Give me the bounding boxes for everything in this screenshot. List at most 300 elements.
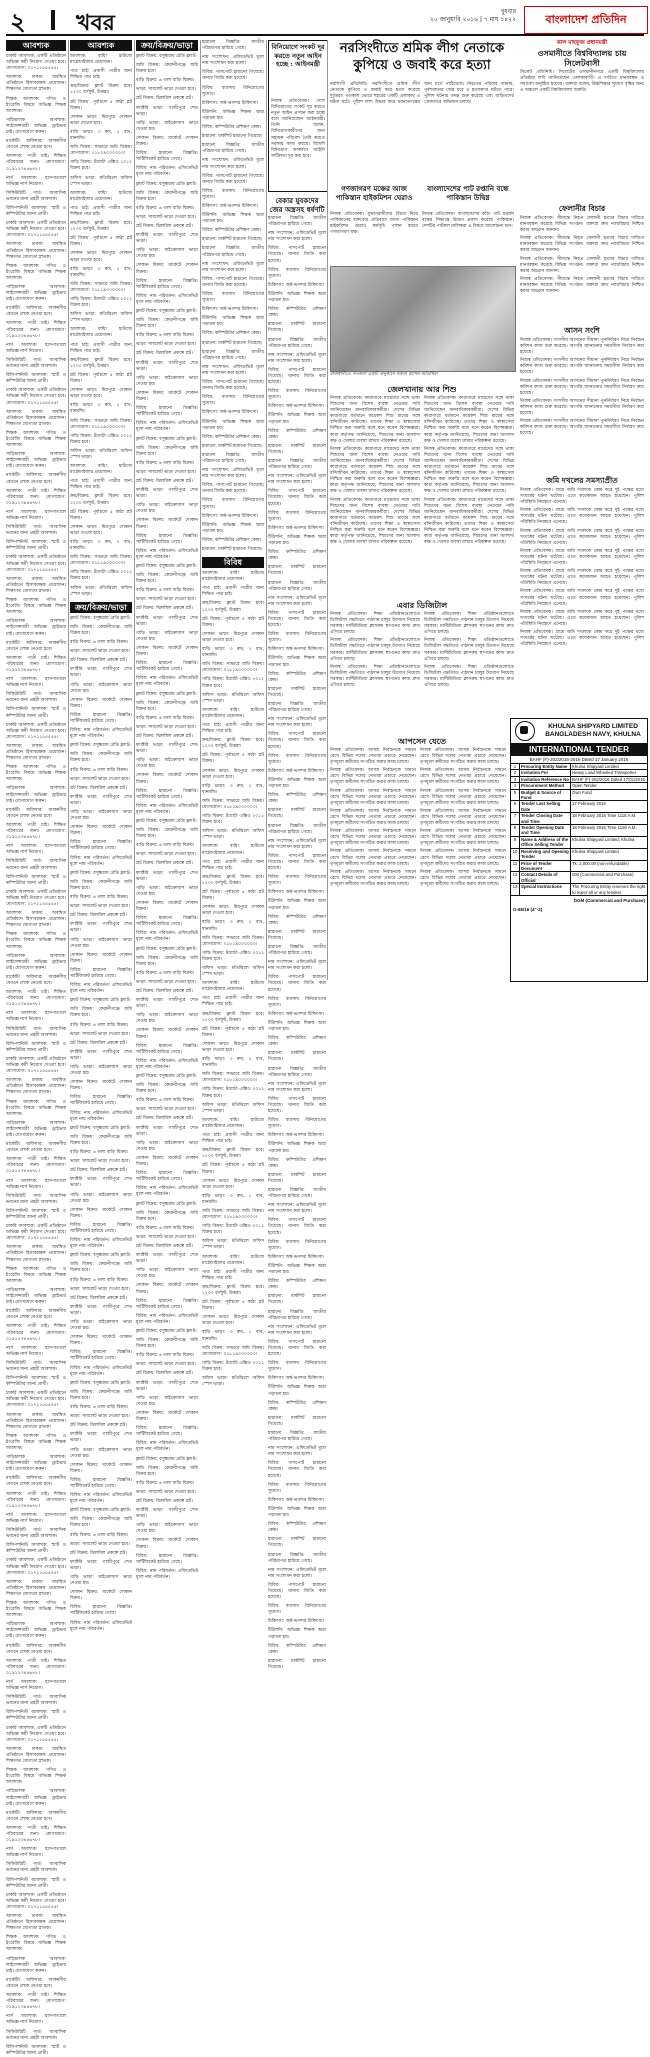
classified-ad: পাত্র চাই: প্রবাসী পাত্রীর জন্য শিক্ষিত পাত্র চাই। [70,479,132,491]
article-headline: আপসেন যেতে [398,736,446,746]
classified-ad: বাড়ি বিক্রয়: ৬ তলা বাড়ি বিক্রয়। [136,1225,195,1231]
classified-ad: অফিস ভাড়া: মতিঝিলে অফিস স্পেস ভাড়া। [202,965,264,978]
classified-ad: নাম সংশোধন: এফিডেভিট মূলে নাম সংশোধন করা হলো। [268,474,326,486]
article-paragraph: নিজস্ব প্রতিবেদক। শিক্ষা প্রতিষ্ঠানগুলোতে ডিজিটাল পদ্ধতিতে পাঠদান চালুর উদ্যোগ নিয়েছে সরকার। মাল্টিমিডিয়া ক্লাসরুম স্থাপনের কাজ দ্রুত এগিয়ে চলছে। [424,664,514,689]
article-paragraph: নিজস্ব প্রতিবেদক। আসন্ন নির্বাচনকে সামনে রেখে বিভিন্ন দলের নেতারা প্রচারে নেমেছেন। তৃণমূলে কর্মীদের সংগঠিত করার কাজ চলছে। [330,788,416,806]
classified-ad: বিবিধ: ব্যবসায় বিনিয়োগের সুযোগ। [268,510,326,522]
classified-ad: হারানো বিজ্ঞপ্তি: জাতীয় পরিচয়পত্র হারিয়ে গেছে। [202,349,264,361]
classified-ad: ক্রয়/বিক্রয়: ফ্ল্যাট বিক্রয় হবে। ১২০০ বর্গফুট, উত্তরা। [70,221,132,233]
classified-ad: ভাড়া: সাবলেট ভাড়া দেওয়া হবে। [136,1234,196,1240]
classified-ad: ফ্ল্যাট বিক্রয়: বসুন্ধরায় রেডি ফ্ল্যাট। [70,743,131,749]
classified-ad: জমি বিক্রয়: সাভারে জমি বিক্রয়। যোগাযোগ: ০১৮১৯০০০০০০। [202,935,264,947]
classified-ad: ফ্যাক্টরি ভাড়া: গাজীপুরে শেড ভাড়া। [70,1049,132,1061]
classified-ad: হারানো: মার্কশিট হারানো গিয়েছে। [268,1537,326,1549]
article-headline: ওসমানীতে বিশ্ববিদ্যালয় চায় সিলেটবাসী [537,48,627,68]
classified-ad: অফিস ভাড়া: মতিঝিলে অফিস স্পেস ভাড়া। [202,829,264,841]
tender-header [511,719,647,744]
classified-ad: আবশ্যক: বায়িং হাউজে মার্চেন্ডাইজার প্রয়োজন। [202,707,264,719]
classified-ad: নাম সংশোধন: এফিডেভিট মূলে নাম সংশোধন করা হলো। [268,1203,326,1215]
classified-ad: গাড়িচালক আবশ্যক: লাইসেন্সধারী অভিজ্ঞ ড্রাইভার চাই। যোগাযোগ করুন। [6,1455,66,1473]
classified-ad: জমি বিক্রয়: কেরানীগঞ্জে জমি বিক্রয় হবে। [136,1083,198,1095]
classified-ad: সিকিউরিটি গার্ড: আবাসিক ভবনের জন্য প্রহরী আবশ্যক। [6,357,66,370]
classified-ad: গাড়ি ভাড়া: মাইক্রোবাস ভাড়া দেওয়া হয়। [136,885,198,897]
classified-ad: গাড়িচালক আবশ্যক: লাইসেন্সধারী অভিজ্ঞ ড্রাইভার চাই। যোগাযোগ করুন। [6,1789,66,1807]
classified-ad: শিক্ষক আবশ্যক: গণিত ও ইংরেজি বিষয়ে অভিজ্ঞ শিক্ষক আবশ্যক। [6,263,66,281]
classified-ad: চাকরি আবশ্যক: একটি প্রতিষ্ঠানে অভিজ্ঞ কর্মী নিয়োগ দেওয়া হবে। যোগাযোগ: ০১৭১১৫৫৫৫৫। [6,889,66,907]
classified-ad: বিবিধ: হারানো বিজ্ঞপ্তি। সার্টিফিকেট হারিয়ে গেছে। [136,1043,198,1055]
classified-ad: হারানো: মার্কশিট হারানো গিয়েছে। [202,547,263,552]
classified-ad: মার্কেটিং অফিসার: আকর্ষণীয় বেতনে লোক নেওয়া হবে। [6,1643,66,1655]
brand-logo: বাংলাদেশ প্রতিদিন [524,6,648,34]
article-paragraph: নিজস্ব প্রতিবেদক। আসন্ন নির্বাচনকে সামনে রেখে বিভিন্ন দলের নেতারা প্রচারে নেমেছেন। তৃণমূলে কর্মীদের সংগঠিত করার কাজ চলছে। [330,849,416,867]
classified-ad: বিবিধ: কম্পিউটার প্রশিক্ষণ কেন্দ্র। [268,428,326,440]
classified-ad: ক্রয়/বিক্রয়: ফ্ল্যাট বিক্রয় হবে। ১২০০ বর্গফুট, উত্তরা। [202,1284,264,1296]
tender-cell-label: Budget & Source of Fund [520,790,571,801]
classified-ad: বিবিধ: কম্পিউটার প্রশিক্ষণ কেন্দ্র। [202,537,262,543]
classified-ad: প্লট বিক্রয়: পূর্বাচলে ৫ কাঠা প্লট বিক্রয়। [202,1026,264,1038]
classified-ad: বাড়ি বিক্রয়: ৬ তলা বাড়ি বিক্রয়। [136,588,195,594]
tender-cell-label: Receiving and Opening Tender [520,849,571,860]
classified-ad: দোকান বিক্রয়: মার্কেটে দোকান বিক্রয়। [136,773,198,785]
classified-ad: হারানো বিজ্ঞপ্তি: জাতীয় পরিচয়পত্র হারিয়ে গেছে। [268,702,326,714]
column-header: ক্রয়/বিক্রয়/ভাড়া [70,602,132,613]
classified-ad: জমি বিক্রয়: কেরানীগঞ্জে জমি বিক্রয় হবে। [70,1134,132,1146]
article-headline: ফেলানীর বিচার [558,204,606,213]
classified-ad: বিবিধ: পাসপোর্ট হারানো গিয়েছে। থানায় জিডি করা হয়েছে। [268,489,326,507]
classified-ad: দোকান বিক্রয়: মার্কেটে দোকান বিক্রয়। [70,1590,132,1602]
classified-ad: হারানো বিজ্ঞপ্তি: জাতীয় পরিচয়পত্র হারিয়ে গেছে। [268,1066,326,1078]
column-divider [327,40,328,980]
classified-ad: বাড়ি ভাড়া: ৩ রুম, ২ বাথ, ধানমন্ডি। [70,129,132,142]
page-number: ২ [10,7,26,36]
classified-ad: টিউশনি: অভিজ্ঞ শিক্ষক দ্বারা পড়ানো হয়। [268,777,326,790]
article-paragraph: নিজস্ব প্রতিবেদক। আসন্ন নির্বাচনকে সামনে রেখে বিভিন্ন দলের নেতারা প্রচারে নেমেছেন। তৃণমূলে কর্মীদের সংগঠিত করার কাজ চলছে। [420,849,506,867]
classified-ad: গাড়ি বিক্রয়: টয়োটা এক্সিও ২০১২ বিক্রয় হবে। [70,433,132,445]
classified-ad: হারানো: মার্কশিট হারানো গিয়েছে। [268,443,326,455]
classified-ad: প্লট বিক্রয়: ঝিলমিল প্রকল্পে প্লট। [136,96,193,102]
day-label: বুধবার [500,8,516,15]
classified-ad: টিউশনি: অভিজ্ঞ শিক্ষক দ্বারা পড়ানো হয়। [268,1020,326,1033]
classified-ad: বিবিধ: পাসপোর্ট হারানো গিয়েছে। থানায় জিডি করা হয়েছে। [202,483,264,495]
classified-ad: ক্রয়/বিক্রয়: ফ্ল্যাট বিক্রয় হবে। ১২০০ বর্গফুট, উত্তরা। [70,494,132,506]
article-headline: জেলখানায় আর শিশু [387,384,457,394]
classified-ad: হারানো বিজ্ঞপ্তি: জাতীয় পরিচয়পত্র হারিয়ে গেছে। [268,945,326,957]
classified-ad: ফ্যাক্টরি ভাড়া: গাজীপুরে শেড ভাড়া। [136,1380,198,1392]
classified-ad: আবশ্যক: ঢাকায় অবস্থিত প্রতিষ্ঠানে হিসাবরক্ষক প্রয়োজন। শিক্ষাগত যোগ্যতা স্নাতক। [6,1579,66,1597]
classified-ad: বিবিধ: পাসপোর্ট হারানো গিয়েছে। থানায় জিডি করা হয়েছে। [268,975,326,993]
classified-ad: নাম সংশোধন: এফিডেভিট মূলে নাম সংশোধন করা হলো। [268,1567,326,1579]
classified-ad: টিউশনি: অভিজ্ঞ শিক্ষক দ্বারা পড়ানো হয়। [268,899,326,911]
classified-ad: প্লট বিক্রয়: ঝিলমিল প্রকল্পে প্লট। [136,606,193,612]
classified-ad: বিবিধ: হারানো বিজ্ঞপ্তি। সার্টিফিকেট হারিয়ে গেছে। [136,916,198,928]
tender-cell-value: GM (Commercial and Purchase) [572,872,634,878]
classified-ad: বিবিধ: কম্পিউটার প্রশিক্ষণ কেন্দ্র। [268,914,326,926]
classified-ad: আবশ্যক: পাত্রী চাই। শিক্ষিত পরিবারের জন্য। যোগাযোগ: ০১৯১২৩৪৫৬৭৮। [6,1157,66,1175]
tender-cell-label: Tender Closing Date and Time [520,813,571,824]
classified-ad: টিউশনি: অভিজ্ঞ শিক্ষক দ্বারা পড়ানো হয়। [268,291,326,304]
classified-ad: ফ্যাক্টরি ভাড়া: গাজীপুরে শেড ভাড়া। [70,794,132,806]
classified-ad: প্লট বিক্রয়: ঝিলমিল প্রকল্পে প্লট। [70,1295,127,1301]
classified-ad: বাড়ি ভাড়া: ৩ রুম, ২ বাথ, ধানমন্ডি। [202,783,264,795]
classified-ad: দোকান বিক্রয়: মার্কেটে দোকান বিক্রয়। [136,135,198,148]
classified-ad: হারানো: মার্কশিট হারানো গিয়েছে। [268,1051,326,1063]
article-paragraph: নিজস্ব প্রতিবেদক। আসন্ন নির্বাচনকে সামনে রেখে বিভিন্ন দলের নেতারা প্রচারে নেমেছেন। তৃণমূলে কর্মীদের সংগঠিত করার কাজ চলছে। [330,869,416,887]
classified-ad: মার্কেটিং অফিসার: আকর্ষণীয় বেতনে লোক নেওয়া হবে। [6,974,66,986]
classified-ad: চিকিৎসা: অর্শ্ব-ভগন্দর চিকিৎসা। [268,890,325,896]
tender-row [511,861,647,873]
classified-ad: বাড়ি বিক্রয়: ৬ তলা বাড়ি বিক্রয়। [70,895,129,901]
classified-ad: আবশ্যক: ঢাকায় অবস্থিত প্রতিষ্ঠানে হিসাবরক্ষক প্রয়োজন। শিক্ষাগত যোগ্যতা স্নাতক। [6,743,66,762]
classified-ad: আবশ্যক: পাত্রী চাই। শিক্ষিত পরিবারের জন্য। যোগাযোগ: ০১৯১২৩৪৫৬৭৮। [6,1993,66,2011]
classified-ad: চিকিৎসা: অর্শ্ব-ভগন্দর চিকিৎসা। [268,1133,325,1139]
classified-ad: টিউশনি: অভিজ্ঞ শিক্ষক দ্বারা পড়ানো হয়। [202,316,264,328]
classified-ad: বিবিধ: নাম পরিবর্তন। এফিডেভিট মূলে নাম পরিবর্তন। [70,1110,132,1122]
classified-ad: বিবিধ: ব্যবসায় বিনিয়োগের সুযোগ। [268,1239,326,1251]
classified-column-2 [70,40,132,1632]
classified-ad: প্লট বিক্রয়: ঝিলমিল প্রকল্পে প্লট। [136,351,193,357]
classified-ad: ভাড়া: সাবলেট ভাড়া দেওয়া হবে। [136,979,196,985]
classified-ad: জমি বিক্রয়: কেরানীগঞ্জে জমি বিক্রয় হবে। [136,63,198,75]
classified-list [202,571,264,1388]
tender-cell-value: Heavy Load Wheeled Transporter [572,770,637,776]
classified-ad: চিকিৎসা: অর্শ্ব-ভগন্দর চিকিৎসা। [268,525,325,531]
classified-ad: জমি বিক্রয়: কেরানীগঞ্জে জমি বিক্রয় হবে। [70,752,132,764]
classified-ad: সিকিউরিটি গার্ড: আবাসিক ভবনের জন্য প্রহরী আবশ্যক। [6,1026,66,1038]
classified-ad: বিবিধ: কম্পিউটার প্রশিক্ষণ কেন্দ্র। [268,1157,326,1169]
article-paragraph: নিজস্ব প্রতিবেদক। আসন্ন নির্বাচনকে সামনে রেখে বিভিন্ন দলের নেতারা প্রচারে নেমেছেন। তৃণমূলে কর্মীদের সংগঠিত করার কাজ চলছে। [420,748,506,766]
classified-ad: পাত্র চাই: প্রবাসী পাত্রীর জন্য শিক্ষিত পাত্র চাই। [202,859,264,871]
classified-ad: টিউশনি: অভিজ্ঞ শিক্ষক দ্বারা পড়ানো হয়। [268,656,326,668]
classified-ad: আবশ্যক: ঢাকায় অবস্থিত প্রতিষ্ঠানে হিসাবরক্ষক প্রয়োজন। শিক্ষাগত যোগ্যতা স্নাতক। [6,242,66,260]
classified-ad: ভাড়া: সাবলেট ভাড়া দেওয়া হবে। [136,597,196,603]
article-paragraph: নিজস্ব প্রতিবেদক। কারাগারে মায়েদের সঙ্গে থাকা শিশুদের জন্য বিশেষ ব্যবস্থা নেওয়ার দাবি জানিয়েছেন মানবাধিকারকর্মীরা। দেশের বিভিন্ন কারাগারে বর্তমানে কয়েকশ শিশু মায়ের সঙ্গে বন্দিজীবন কাটাচ্ছে। তাদের শিক্ষা ও স্বাস্থ্যসেবা নিশ্চিত করা জরুরি বলে মনে করেন বিশেষজ্ঞরা। কারা কর্তৃপক্ষ জানিয়েছে, শিশুদের জন্য আলাদা কক্ষ ও খেলার ব্যবস্থা রাখার পরিকল্পনা রয়েছে। [330,446,420,495]
date-label: ২০ জানুয়ারি ২০১৬ | ৭ মাঘ ১৪২২ [429,16,516,23]
classified-ad: দোকান ভাড়া: মিরপুরে দোকান ভাড়া দেওয়া হবে। [202,1178,264,1190]
article-paragraph: নিজস্ব প্রতিবেদক। সংসদীয় আসনের সীমানা পুনর্নির্ধারণ নিয়ে নির্বাচন কমিশন কাজ শুরু করেছে। আপত্তি জানানোর সময়সীমা নির্ধারণ করা হয়েছে। [520,398,644,417]
classified-ad: অফিস ভাড়া: মতিঝিলে অফিস স্পেস ভাড়া। [70,312,132,324]
classified-ad: গাড়ি ভাড়া: মাইক্রোবাস ভাড়া দেওয়া হয়। [136,1523,198,1535]
classified-ad: বিবিধ: ব্যবসায় বিনিয়োগের সুযোগ। [268,875,326,887]
classified-ad: গাড়ি ভাড়া: মাইক্রোবাস ভাড়া দেওয়া হয়। [136,758,198,770]
classified-ad: গাড়িচালক আবশ্যক: লাইসেন্সধারী অভিজ্ঞ ড্রাইভার চাই। যোগাযোগ করুন। [6,1120,66,1138]
article-headline: আসন সংশি [564,326,600,335]
classified-ad: বিবিধ: পাসপোর্ট হারানো গিয়েছে। থানায় জিডি করা হয়েছে। [268,1096,326,1115]
classified-ad: বিবিধ: নাম পরিবর্তন। এফিডেভিট মূলে নাম পরিবর্তন। [136,803,198,815]
classified-ad: নার্স আবশ্যক: হাসপাতালে অভিজ্ঞ নার্স নিয়োগ। [6,1680,66,1692]
classified-ad: মার্কেটিং অফিসার: আকর্ষণীয় বেতনে লোক নেওয়া হবে। [6,139,66,151]
classified-ad: আবশ্যক: ঢাকায় অবস্থিত প্রতিষ্ঠানে হিসাবরক্ষক প্রয়োজন। শিক্ষাগত যোগ্যতা স্নাতক। [6,1746,66,1765]
classified-ad: ভাড়া: সাবলেট ভাড়া দেওয়া হবে। [136,1489,196,1495]
classified-ad: প্লট বিক্রয়: ঝিলমিল প্রকল্পে প্লট। [136,223,193,229]
classified-ad: প্লট বিক্রয়: ঝিলমিল প্রকল্পে প্লট। [136,733,193,739]
classified-ad: চিকিৎসা: অর্শ্ব-ভগন্দর চিকিৎসা। [268,404,325,410]
classified-ad: বিবিধ: হারানো বিজ্ঞপ্তি। সার্টিফিকেট হারিয়ে গেছে। [136,1426,198,1438]
classified-ad: সিকিউরিটি গার্ড: আবাসিক ভবনের জন্য প্রহরী আবশ্যক। [6,1695,66,1707]
tender-cell-label: Invitation For [520,770,571,775]
classified-ad: বাড়ি ভাড়া: ৩ রুম, ২ বাথ, ধানমন্ডি। [202,1057,264,1069]
classified-ad: ফ্যাক্টরি ভাড়া: গাজীপুরে শেড ভাড়া। [70,667,132,679]
classified-ad: প্লট বিক্রয়: পূর্বাচলে ৫ কাঠা প্লট বিক্রয়। [202,1163,264,1175]
classified-ad: নার্স আবশ্যক: হাসপাতালে অভিজ্ঞ নার্স নিয়োগ। [6,342,66,354]
classified-ad: সিকিউরিটি গার্ড: আবাসিক ভবনের জন্য প্রহরী আবশ্যক। [6,2029,66,2041]
classified-ad: আবশ্যক: বায়িং হাউজে মার্চেন্ডাইজার প্রয়োজন। [70,464,132,476]
classified-ad: হারানো বিজ্ঞপ্তি: জাতীয় পরিচয়পত্র হারিয়ে গেছে। [202,143,264,155]
classified-ad: ভাড়া: সাবলেট ভাড়া দেওয়া হবে। [70,1286,130,1292]
article-headline: গণজাগরণ মঞ্চের আজ পাকিস্তান হাইকমিশন ঘেরাও [335,184,413,202]
classified-ad: বিবিধ: হারানো বিজ্ঞপ্তি। সার্টিফিকেট হারিয়ে গেছে। [70,1222,132,1234]
classified-ad: ফ্যাক্টরি ভাড়া: গাজীপুরে শেড ভাড়া। [136,233,198,245]
classified-ad: গাড়ি ভাড়া: মাইক্রোবাস ভাড়া দেওয়া হয়। [136,248,198,260]
classified-ad: বিবিধ: হারানো বিজ্ঞপ্তি। সার্টিফিকেট হারিয়ে গেছে। [70,1477,132,1489]
classified-ad: চাকরি আবশ্যক: একটি প্রতিষ্ঠানে অভিজ্ঞ কর্মী নিয়োগ দেওয়া হবে। যোগাযোগ: ০১৭১১৫৫৫৫৫। [6,1224,66,1242]
tender-row [511,825,647,837]
tender-cell-value: Khulna Shipyard Limited [572,764,619,769]
article-paragraph: নিজস্ব প্রতিবেদক। কারাগারে মায়েদের সঙ্গে থাকা শিশুদের জন্য বিশেষ ব্যবস্থা নেওয়ার দাবি জানিয়েছেন মানবাধিকারকর্মীরা। দেশের বিভিন্ন কারাগারে বর্তমানে কয়েকশ শিশু মায়ের সঙ্গে বন্দিজীবন কাটাচ্ছে। তাদের শিক্ষা ও স্বাস্থ্যসেবা নিশ্চিত করা জরুরি বলে মনে করেন বিশেষজ্ঞরা। কারা কর্তৃপক্ষ জানিয়েছে, শিশুদের জন্য আলাদা কক্ষ ও খেলার ব্যবস্থা রাখার পরিকল্পনা রয়েছে। [424,446,514,495]
classified-ad: নাম সংশোধন: এফিডেভিট মূলে নাম সংশোধন করা হলো। [202,158,264,170]
classified-ad: জমি বিক্রয়: কেরানীগঞ্জে জমি বিক্রয় হবে। [70,1007,132,1019]
tender-cell-number: 8 [511,825,520,836]
classified-ad: ভাড়া: সাবলেট ভাড়া দেওয়া হবে। [70,1414,130,1420]
classified-ad: নাম সংশোধন: এফিডেভিট মূলে নাম সংশোধন করা হলো। [268,960,326,972]
classified-ad: ফ্যাক্টরি ভাড়া: গাজীপুরে শেড ভাড়া। [136,105,198,117]
classified-ad: দোকান বিক্রয়: মার্কেটে দোকান বিক্রয়। [136,1028,198,1040]
classified-list [268,216,326,1671]
classified-ad: মার্কেটিং অফিসার: আকর্ষণীয় বেতনে লোক নেওয়া হবে। [6,1476,66,1488]
classified-ad: টিউশনি: অভিজ্ঞ শিক্ষক দ্বারা পড়ানো হয়। [268,1628,326,1640]
article-headline: বিনিয়োগে সংকট দূর করতে নতুন আইন হচ্ছে : আইনমন্ত্রী [271,43,325,68]
classified-ad: হারানো বিজ্ঞপ্তি: জাতীয় পরিচয়পত্র হারিয়ে গেছে। [268,580,326,592]
classified-ad: চাকরি আবশ্যক: একটি প্রতিষ্ঠানে অভিজ্ঞ কর্মী নিয়োগ দেওয়া হবে। যোগাযোগ: ০১৭১১৫৫৫৫৫। [6,1725,66,1743]
classified-ad: ক্রয়/বিক্রয়: ফ্ল্যাট বিক্রয় হবে। ১২০০ বর্গফুট, উত্তরা। [202,738,264,750]
classified-ad: গাড়ি ভাড়া: মাইক্রোবাস ভাড়া দেওয়া হয়। [136,375,198,387]
classified-ad: বিবিধ: নাম পরিবর্তন। এফিডেভিট মূলে নাম পরিবর্তন। [136,293,198,305]
classified-ad: আবশ্যক: ঢাকায় অবস্থিত প্রতিষ্ঠানে হিসাবরক্ষক প্রয়োজন। শিক্ষাগত যোগ্যতা স্নাতক। [6,576,66,594]
classified-ad: বিবিধ: হারানো বিজ্ঞপ্তি। সার্টিফিকেট হারিয়ে গেছে। [70,840,132,852]
classified-ad: জমি বিক্রয়: সাভারে জমি বিক্রয়। যোগাযোগ: ০১৮১৯০০০০০০। [70,555,132,567]
classified-ad: চিকিৎসা: অর্শ্ব-ভগন্দর চিকিৎসা। [202,410,259,416]
classified-ad: বিবিধ: কম্পিউটার প্রশিক্ষণ কেন্দ্র। [268,671,326,683]
tender-cell-value: 17 February 2016 [572,801,606,807]
classified-ad: দোকান বিক্রয়: মার্কেটে দোকান বিক্রয়। [136,1155,198,1168]
classified-ad: অফিস ভাড়া: মতিঝিলে অফিস স্পেস ভাড়া। [70,448,132,460]
classified-ad: নার্স আবশ্যক: হাসপাতালে অভিজ্ঞ নার্স নিয়োগ। [6,1847,66,1859]
classified-ad: শিক্ষক আবশ্যক: গণিত ও ইংরেজি বিষয়ে অভিজ্ঞ শিক্ষক আবশ্যক। [6,932,66,950]
classified-ad: বিবিধ: পাসপোর্ট হারানো গিয়েছে। থানায় জিডি করা হয়েছে। [202,173,264,185]
classified-ad: ফ্ল্যাট বিক্রয়: বসুন্ধরায় রেডি ফ্ল্যাট। [70,1253,131,1259]
classified-ad: প্লট বিক্রয়: ঝিলমিল প্রকল্পে প্লট। [70,1423,127,1429]
classified-ad: গাড়ি বিক্রয়: টয়োটা এক্সিও ২০১২ বিক্রয় হবে। [70,297,132,309]
classified-ad: ভাড়া: সাবলেট ভাড়া দেওয়া হবে। [70,1031,130,1037]
classified-ad: বাড়ি বিক্রয়: ৬ তলা বাড়ি বিক্রয়। [70,1022,129,1028]
classified-ad: আবশ্যক: বায়িং হাউজে মার্চেন্ডাইজার প্রয়োজন। [202,1254,264,1266]
classified-list [6,54,66,2057]
classified-list [136,54,198,1581]
tender-row [511,790,647,802]
classified-ad: চিকিৎসা: অর্শ্ব-ভগন্দর চিকিৎসা। [268,647,325,653]
classified-ad: বিবিধ: ব্যবসায় বিনিয়োগের সুযোগ। [268,389,326,401]
classified-ad: বাড়ি ভাড়া: ৩ রুম, ২ বাথ, ধানমন্ডি। [70,540,132,552]
classified-ad: দোকান বিক্রয়: মার্কেটে দোকান বিক্রয়। [70,1207,132,1219]
classified-ad: পাত্র চাই: প্রবাসী পাত্রীর জন্য শিক্ষিত পাত্র চাই। [202,1269,264,1281]
classified-ad: নাম সংশোধন: এফিডেভিট মূলে নাম সংশোধন করা হলো। [202,261,264,273]
classified-ad: চিকিৎসা: অর্শ্ব-ভগন্দর চিকিৎসা। [268,282,325,288]
article-paragraph: নিজস্ব প্রতিবেদক। গ্রামে জমি দখলকে কেন্দ্র করে দুই পক্ষের মধ্যে সংঘর্ষের ঘটনা ঘটেছে। এতে কয়েকজন আহত হয়েছেন। পুলিশ পরিস্থিতি নিয়ন্ত্রণে এনেছে। [520,548,644,567]
tender-row [511,801,647,813]
tender-code: G-65/16 (4"-2) [513,906,543,912]
tender-cell-number: 10 [511,849,520,860]
classified-ad: রিসিপশনিস্ট আবশ্যক: স্মার্ট ও কম্পিউটার জানা প্রার্থী। [6,1376,66,1388]
classified-ad: পাত্র চাই: প্রবাসী পাত্রীর জন্য শিক্ষিত পাত্র চাই। [202,996,264,1008]
classified-ad: দোকান ভাড়া: মিরপুরে দোকান ভাড়া দেওয়া হবে। [202,905,264,917]
classified-ad: চিকিৎসা: অর্শ্ব-ভগন্দর চিকিৎসা। [202,100,259,106]
classified-ad: মার্কেটিং অফিসার: আকর্ষণীয় বেতনে লোক নেওয়া হবে। [6,1142,66,1154]
classified-ad: ভাড়া: সাবলেট ভাড়া দেওয়া হবে। [70,1159,130,1165]
classified-ad: গাড়ি বিক্রয়: টয়োটা এক্সিও ২০১২ বিক্রয় হবে। [202,950,264,962]
article-paragraph: নিজস্ব প্রতিবেদক। শিক্ষা প্রতিষ্ঠানগুলোতে ডিজিটাল পদ্ধতিতে পাঠদান চালুর উদ্যোগ নিয়েছে সরকার। মাল্টিমিডিয়া ক্লাসরুম স্থাপনের কাজ দ্রুত এগিয়ে চলছে। [330,638,420,662]
classified-ad: বিবিধ: পাসপোর্ট হারানো গিয়েছে। থানায় জিডি করা হয়েছে। [268,610,326,629]
classified-ad: ফ্যাক্টরি ভাড়া: গাজীপুরে শেড ভাড়া। [70,1177,132,1189]
classified-ad: নাম সংশোধন: এফিডেভিট মূলে নাম সংশোধন করা হলো। [202,364,264,376]
classified-ad: বিবিধ: ব্যবসায় বিনিয়োগের সুযোগ। [268,267,326,279]
classified-ad: হারানো বিজ্ঞপ্তি: জাতীয় পরিচয়পত্র হারিয়ে গেছে। [202,452,264,464]
classified-list [70,616,132,1633]
column-header: ক্রয়/বিক্রয়/ভাড়া [136,40,198,51]
classified-ad: বিবিধ: পাসপোর্ট হারানো গিয়েছে। থানায় জিডি করা হয়েছে। [268,246,326,264]
classified-ad: বিবিধ: নাম পরিবর্তন। এফিডেভিট মূলে নাম পরিবর্তন। [70,855,132,867]
classified-ad: ভাড়া: সাবলেট ভাড়া দেওয়া হবে। [136,87,196,93]
classified-ad: হারানো বিজ্ঞপ্তি: জাতীয় পরিচয়পত্র হারিয়ে গেছে। [268,216,326,228]
classified-ad: বিবিধ: কম্পিউটার প্রশিক্ষণ কেন্দ্র। [202,228,262,234]
classified-ad: গাড়িচালক আবশ্যক: লাইসেন্সধারী অভিজ্ঞ ড্রাইভার চাই। যোগাযোগ করুন। [6,117,66,136]
classified-ad: ভাড়া: সাবলেট ভাড়া দেওয়া হবে। [136,1362,196,1368]
tender-row [511,872,647,884]
classified-ad: টিউশনি: অভিজ্ঞ শিক্ষক দ্বারা পড়ানো হয়। [268,1506,326,1519]
classified-ad: বিবিধ: কম্পিউটার প্রশিক্ষণ কেন্দ্র। [268,1279,326,1291]
classified-ad: দোকান বিক্রয়: মার্কেটে দোকান বিক্রয়। [70,1462,132,1474]
classified-ad: প্লট বিক্রয়: পূর্বাচলে ৫ কাঠা প্লট বিক্রয়। [70,372,132,385]
classified-ad: প্লট বিক্রয়: পূর্বাচলে ৫ কাঠা প্লট বিক্রয়। [202,1300,264,1312]
article-paragraph: নিজস্ব প্রতিবেদক। শিক্ষা প্রতিষ্ঠানগুলোতে ডিজিটাল পদ্ধতিতে পাঠদান চালুর উদ্যোগ নিয়েছে সরকার। মাল্টিমিডিয়া ক্লাসরুম স্থাপনের কাজ দ্রুত এগিয়ে চলছে। [424,612,514,636]
classified-ad: হারানো: মার্কশিট হারানো গিয়েছে। [268,1172,326,1184]
classified-ad: মার্কেটিং অফিসার: আকর্ষণীয় বেতনে লোক নেওয়া হবে। [6,1810,66,1822]
classified-ad: নার্স আবশ্যক: হাসপাতালে অভিজ্ঞ নার্স নিয়োগ। [6,175,66,187]
classified-ad: অফিস ভাড়া: মতিঝিলে অফিস স্পেস ভাড়া। [202,692,264,704]
classified-ad: মার্কেটিং অফিসার: আকর্ষণীয় বেতনে লোক নেওয়া হবে। [6,1977,66,1989]
classified-ad: বাড়ি বিক্রয়: ৬ তলা বাড়ি বিক্রয়। [136,970,195,976]
lead-headline: নরসিংদীতে শ্রমিক লীগ নেতাকে কুপিয়ে ও জবাই করে হত্যা [339,41,505,73]
classified-ad: অফিস ভাড়া: মতিঝিলে অফিস স্পেস ভাড়া। [202,1102,264,1114]
classified-ad: রিসিপশনিস্ট আবশ্যক: স্মার্ট ও কম্পিউটার জানা প্রার্থী। [6,2044,66,2056]
classified-ad: চিকিৎসা: অর্শ্ব-ভগন্দর চিকিৎসা। [202,203,259,209]
classified-ad: মার্কেটিং অফিসার: আকর্ষণীয় বেতনে লোক নেওয়া হবে। [6,1309,66,1321]
classified-ad: দোকান ভাড়া: মিরপুরে দোকান ভাড়া দেওয়া হবে। [70,524,132,536]
classified-ad: বিবিধ: নাম পরিবর্তন। এফিডেভিট মূলে নাম পরিবর্তন। [136,1058,198,1070]
classified-ad: টিউশনি: অভিজ্ঞ শিক্ষক দ্বারা পড়ানো হয়। [268,1385,326,1397]
classified-ad: ক্রয়/বিক্রয়: ফ্ল্যাট বিক্রয় হবে। ১২০০ বর্গফুট, উত্তরা। [70,84,132,96]
classified-ad: দোকান বিক্রয়: মার্কেটে দোকান বিক্রয়। [136,1283,198,1295]
tender-cell-number: 3 [511,777,520,782]
classified-ad: চাকরি আবশ্যক: একটি প্রতিষ্ঠানে অভিজ্ঞ কর্মী নিয়োগ দেওয়া হবে। যোগাযোগ: ০১৭১১৫৫৫৫৫। [6,1056,66,1075]
classified-ad: গাড়ি ভাড়া: মাইক্রোবাস ভাড়া দেওয়া হয়। [136,630,198,642]
classified-ad: বিবিধ: কম্পিউটার প্রশিক্ষণ কেন্দ্র। [268,1522,326,1534]
classified-ad: চাকরি আবশ্যক: একটি প্রতিষ্ঠানে অভিজ্ঞ কর্মী নিয়োগ দেওয়া হবে। যোগাযোগ: ০১৭১১৫৫৫৫৫। [6,1558,66,1576]
classified-ad: বিবিধ: ব্যবসায় বিনিয়োগের সুযোগ। [268,1604,326,1616]
classified-ad: নার্স আবশ্যক: হাসপাতালে অভিজ্ঞ নার্স নিয়োগ। [6,509,66,521]
article-box [268,40,328,192]
tender-cell-number: 5 [511,790,520,801]
classified-ad: মার্কেটিং অফিসার: আকর্ষণীয় বেতনে লোক নেওয়া হবে। [6,807,66,819]
classified-ad: বাড়ি বিক্রয়: ৬ তলা বাড়ি বিক্রয়। [136,205,195,211]
tender-table [511,764,647,896]
classified-ad: নাম সংশোধন: এফিডেভিট মূলে নাম সংশোধন করা হলো। [268,717,326,729]
classified-ad: গাড়ি বিক্রয়: টয়োটা এক্সিও ২০১২ বিক্রয় হবে। [202,1360,264,1372]
classified-ad: দোকান বিক্রয়: মার্কেটে দোকান বিক্রয়। [136,518,198,530]
classified-ad: দোকান বিক্রয়: মার্কেটে দোকান বিক্রয়। [136,1538,198,1550]
classified-ad: চিকিৎসা: অর্শ্ব-ভগন্দর চিকিৎসা। [268,1376,325,1382]
tender-cell-value: Open Tender [572,783,597,789]
classified-ad: সিকিউরিটি গার্ড: আবাসিক ভবনের জন্য প্রহরী আবশ্যক। [6,1360,66,1372]
classified-ad: প্লট বিক্রয়: ঝিলমিল প্রকল্পে প্লট। [136,861,193,867]
classified-ad: বিবিধ: নাম পরিবর্তন। এফিডেভিট মূলে নাম পরিবর্তন। [70,1620,132,1632]
column-header: আবশ্যক [70,40,132,51]
classified-ad: বাড়ি বিক্রয়: ৬ তলা বাড়ি বিক্রয়। [136,715,195,721]
classified-column-1 [6,40,66,2056]
classified-ad: বিবিধ: পাসপোর্ট হারানো গিয়েছে। থানায় জিডি করা হয়েছে। [268,853,326,872]
classified-ad: আবশ্যক: বায়িং হাউজে মার্চেন্ডাইজার প্রয়োজন। [70,327,132,339]
tender-reference: BAHF (F)-202/2016-2016 Dated 17 January 2016 [511,756,647,764]
classified-ad: প্লট বিক্রয়: ঝিলমিল প্রকল্পে প্লট। [136,988,193,994]
tender-cell-label: Tender Opening Date and Time [520,825,571,836]
classified-ad: সিকিউরিটি গার্ড: আবাসিক ভবনের জন্য প্রহরী আবশ্যক। [6,525,66,537]
classified-ad: শিক্ষক আবশ্যক: গণিত ও ইংরেজি বিষয়ে অভিজ্ঞ শিক্ষক আবশ্যক। [6,1768,66,1786]
classified-ad: হারানো: মার্কশিট হারানো গিয়েছে। [268,1294,326,1306]
article-paragraph: নিজস্ব প্রতিবেদক। আসন্ন নির্বাচনকে সামনে রেখে বিভিন্ন দলের নেতারা প্রচারে নেমেছেন। তৃণমূলে কর্মীদের সংগঠিত করার কাজ চলছে। [330,768,416,786]
classified-ad: হারানো: মার্কশিট হারানো গিয়েছে। [202,237,263,243]
tender-title: INTERNATIONAL TENDER [511,744,647,756]
classified-ad: পাত্র চাই: প্রবাসী পাত্রীর জন্য শিক্ষিত পাত্র চাই। [202,586,264,598]
classified-ad: বিবিধ: কম্পিউটার প্রশিক্ষণ কেন্দ্র। [268,1643,326,1655]
classified-ad: হারানো: মার্কশিট হারানো গিয়েছে। [268,1658,326,1670]
article-paragraph: নিজস্ব প্রতিবেদক। আসন্ন নির্বাচনকে সামনে রেখে বিভিন্ন দলের নেতারা প্রচারে নেমেছেন। তৃণমূলে কর্মীদের সংগঠিত করার কাজ চলছে। [420,788,506,806]
tender-cell-number: 7 [511,813,520,824]
classified-ad: ভাড়া: সাবলেট ভাড়া দেওয়া হবে। [136,342,196,348]
classified-ad: বিবিধ: পাসপোর্ট হারানো গিয়েছে। থানায় জিডি করা হয়েছে। [268,367,326,386]
classified-ad: জমি বিক্রয়: কেরানীগঞ্জে জমি বিক্রয় হবে। [136,1465,198,1477]
classified-ad: শিক্ষক আবশ্যক: গণিত ও ইংরেজি বিষয়ে অভিজ্ঞ শিক্ষক আবশ্যক। [6,1600,66,1619]
classified-ad: নাম সংশোধন: এফিডেভিট মূলে নাম সংশোধন করা হলো। [268,231,326,243]
classified-ad: টিউশনি: অভিজ্ঞ শিক্ষক দ্বারা পড়ানো হয়। [268,1142,326,1154]
classified-ad: চাকরি আবশ্যক: একটি প্রতিষ্ঠানে অভিজ্ঞ কর্মী নিয়োগ দেওয়া হবে। যোগাযোগ: ০১৭১১৫৫৫৫৫। [6,221,66,239]
article-headline: বাংলাদেশের পাট রপ্তানি বন্ধে পাকিস্তান উদ্বিগ্ন [427,184,509,202]
classified-ad: ফ্ল্যাট বিক্রয়: বসুন্ধরায় রেডি ফ্ল্যাট। [70,615,131,621]
classified-ad: বিবিধ: ব্যবসায় বিনিয়োগের সুযোগ। [268,1482,326,1494]
classified-ad: শিক্ষক আবশ্যক: গণিত ও ইংরেজি বিষয়ে অভিজ্ঞ শিক্ষক আবশ্যক। [6,765,66,783]
article-paragraph: নিজস্ব প্রতিবেদক। গ্রামে জমি দখলকে কেন্দ্র করে দুই পক্ষের মধ্যে সংঘর্ষের ঘটনা ঘটেছে। এতে কয়েকজন আহত হয়েছেন। পুলিশ পরিস্থিতি নিয়ন্ত্রণে এনেছে। [520,528,644,546]
article-paragraph: নিজস্ব প্রতিবেদক। আসন্ন নির্বাচনকে সামনে রেখে বিভিন্ন দলের নেতারা প্রচারে নেমেছেন। তৃণমূলে কর্মীদের সংগঠিত করার কাজ চলছে। [330,808,416,827]
classified-ad: বিবিধ: হারানো বিজ্ঞপ্তি। সার্টিফিকেট হারিয়ে গেছে। [70,712,132,724]
classified-ad: ভাড়া: সাবলেট ভাড়া দেওয়া হবে। [70,649,130,655]
classified-ad: বিবিধ: পাসপোর্ট হারানো গিয়েছে। থানায় জিডি করা হয়েছে। [268,1582,326,1601]
classified-ad: ফ্যাক্টরি ভাড়া: গাজীপুরে শেড ভাড়া। [136,1253,198,1265]
article-paragraph: নিজস্ব প্রতিবেদক। সীমান্তে নিহত ফেলানী হত্যার বিচার দাবিতে মানববন্ধন করেছে বিভিন্ন সংগঠন। বক্তারা দ্রুত ন্যায়বিচার নিশ্চিত করার আহ্বান জানান। [520,256,644,274]
classified-ad: বিবিধ: ব্যবসায় বিনিয়োগের সুযোগ। [202,395,264,407]
classified-ad: জমি বিক্রয়: সাভারে জমি বিক্রয়। যোগাযোগ: ০১৮১৯০০০০০০। [202,662,264,674]
article-paragraph: নিজস্ব প্রতিবেদক। সংসদীয় আসনের সীমানা পুনর্নির্ধারণ নিয়ে নির্বাচন কমিশন কাজ শুরু করেছে। আপত্তি জানানোর সময়সীমা নির্ধারণ করা হয়েছে। [520,338,644,356]
tender-cell-value: Own Fund [572,789,592,795]
classified-ad: গাড়ি বিক্রয়: টয়োটা এক্সিও ২০১২ বিক্রয় হবে। [70,570,132,582]
classified-ad: বিবিধ: নাম পরিবর্তন। এফিডেভিট মূলে নাম পরিবর্তন। [136,1441,198,1453]
classified-ad: ফ্ল্যাট বিক্রয়: বসুন্ধরায় রেডি ফ্ল্যাট। [136,819,197,824]
